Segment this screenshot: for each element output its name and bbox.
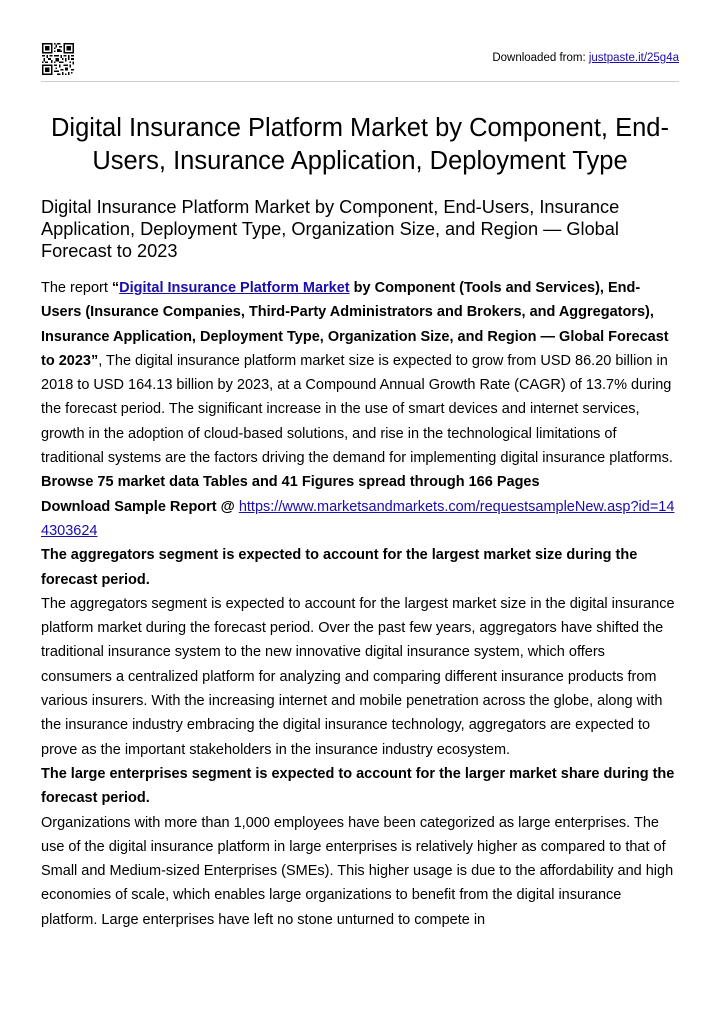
open-quote: “ bbox=[111, 280, 120, 296]
section1-heading-text: The aggregators segment is expected to account for the largest market size during the forecast period. bbox=[41, 547, 638, 588]
downloaded-label: Downloaded from: bbox=[492, 52, 589, 64]
section2-heading-text: The large enterprises segment is expected to account for the larger market share during the forecast period. bbox=[41, 765, 675, 807]
intro-body: , The digital insurance platform market size is expected to grow from USD 86.20 billion in 2018 to USD 164.13 billion by 2023, at a Compound Annual Growth Rate (CAGR) of 13.7% during the forecast period. The significant increase in the use of smart devices and internet services, growth in the adoption of cloud-based solutions, and rise in the technological limitations of traditional systems are the factors driving the demand for implementing digital insurance platforms. bbox=[41, 352, 673, 467]
browse-line bbox=[41, 470, 679, 494]
download-source bbox=[492, 51, 679, 65]
section-heading-large-enterprises bbox=[41, 762, 679, 811]
browse-text: Browse 75 market data Tables and 41 Figures spread through 166 Pages bbox=[41, 474, 540, 491]
intro-prefix: The report bbox=[41, 280, 112, 296]
section-body-large-enterprises: Organizations with more than 1,000 employees have been categorized as large enterprises. The use of the digital insurance platform in large enterprises is relatively higher as compared to that of Small and Medium-sized Enterprises (SMEs). This higher usage is due to the affordability and high economies of scale, which enables large organizations to benefit from the digital insurance platform. Large enterprises have left no stone unturned to compete in bbox=[41, 814, 674, 928]
section-body-aggregators: The aggregators segment is expected to account for the largest market size in the digital insurance platform market during the forecast period. Over the past few years, aggregators have shifted the traditional insurance system to the new innovative digital insurance system, which offers consumers a centralized platform for analyzing and comparing different insurance products from various insurers. With the increasing internet and mobile penetration across the globe, along with the insurance industry embracing the digital insurance technology, aggregators are expected to prove as the important stakeholders in the insurance industry ecosystem. bbox=[41, 595, 675, 758]
page-title: Digital Insurance Platform Market by Component, End-Users, Insurance Application, Deployment Type bbox=[51, 114, 669, 175]
section-heading-aggregators bbox=[41, 543, 679, 592]
page-subtitle: Digital Insurance Platform Market by Component, End-Users, Insurance Application, Deployment Type, Organization Size, and Region — Global Forecast to 2023 bbox=[41, 197, 620, 261]
report-link[interactable]: Digital Insurance Platform Market bbox=[119, 280, 350, 296]
qr-code-icon bbox=[42, 43, 74, 75]
download-label: Download Sample Report @ bbox=[41, 498, 239, 515]
article-body bbox=[41, 276, 679, 932]
sample-report-link[interactable]: https://www.marketsandmarkets.com/requestsampleNew.asp?id=144303624 bbox=[41, 498, 675, 539]
report-full-title: by Component (Tools and Services), End-Users (Insurance Companies, Third-Party Administrators and Brokers, and Aggregators), Insurance Application, Deployment Type, Organization Size, and Region — Global Forecast to 2023” bbox=[41, 280, 669, 369]
intro-paragraph bbox=[41, 276, 679, 470]
header-divider bbox=[41, 81, 679, 82]
download-line bbox=[41, 495, 679, 544]
source-link[interactable]: justpaste.it/25g4a bbox=[588, 52, 679, 64]
